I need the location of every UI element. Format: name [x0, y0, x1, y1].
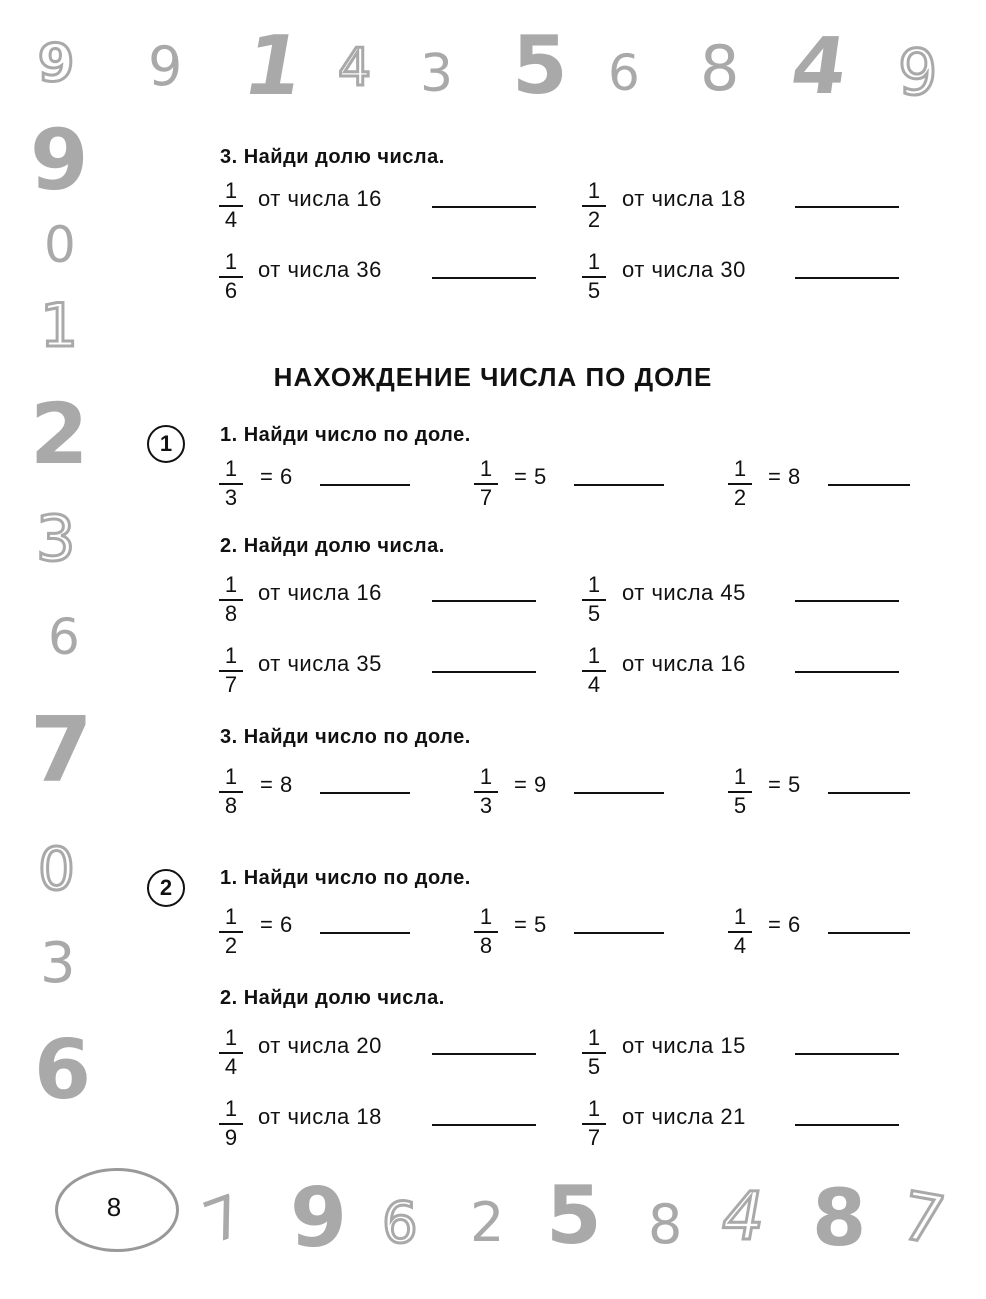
decor-digit: 3 — [40, 931, 76, 996]
decor-digit: 4 — [715, 1178, 771, 1255]
decor-digit: 9 — [898, 36, 938, 109]
decor-digit: 8 — [648, 1193, 683, 1256]
decor-digit: 6 — [48, 608, 80, 666]
numerator: 1 — [587, 643, 601, 668]
answer-line[interactable] — [320, 484, 410, 486]
decor-digit: 4 — [338, 38, 372, 98]
denominator: 2 — [587, 207, 601, 232]
exercise-text: от числа 15 — [622, 1033, 746, 1058]
answer-line[interactable] — [795, 206, 899, 208]
answer-line[interactable] — [320, 932, 410, 934]
fraction — [728, 458, 752, 509]
answer-line[interactable] — [795, 277, 899, 279]
exercise-text: = 5 — [514, 912, 547, 937]
exercise-text: = 6 — [260, 464, 293, 489]
exercise-text: = 9 — [514, 772, 547, 797]
denominator: 4 — [224, 207, 238, 232]
numerator: 1 — [587, 1025, 601, 1050]
numerator: 1 — [224, 1025, 238, 1050]
answer-line[interactable] — [432, 600, 536, 602]
fraction — [219, 251, 243, 302]
task-title: 1. Найди число по доле. — [220, 867, 471, 889]
answer-line[interactable] — [828, 484, 910, 486]
denominator: 2 — [733, 485, 747, 510]
task-title: 2. Найди долю числа. — [220, 535, 445, 557]
numerator: 1 — [479, 456, 493, 481]
decor-digit: 6 — [608, 44, 640, 102]
exercise-text: = 8 — [260, 772, 293, 797]
numerator: 1 — [224, 572, 238, 597]
decor-digit: 1 — [236, 19, 311, 114]
numerator: 1 — [479, 904, 493, 929]
exercise-text: = 5 — [768, 772, 801, 797]
answer-line[interactable] — [574, 932, 664, 934]
fraction — [219, 766, 243, 817]
denominator: 3 — [479, 793, 493, 818]
fraction — [219, 458, 243, 509]
page-number: 8 — [106, 1192, 122, 1222]
exercise-text: от числа 36 — [258, 257, 382, 282]
exercise-text: от числа 16 — [622, 651, 746, 676]
numerator: 1 — [587, 178, 601, 203]
fraction — [582, 1027, 606, 1078]
exercise-text: = 6 — [768, 912, 801, 937]
exercise-text: от числа 35 — [258, 651, 382, 676]
fraction — [474, 906, 498, 957]
fraction — [582, 251, 606, 302]
decor-digit: 0 — [38, 835, 75, 903]
decor-digit: 1 — [40, 291, 79, 361]
decor-digit: 5 — [546, 1169, 602, 1262]
decor-digit: 3 — [36, 502, 76, 575]
denominator: 5 — [587, 1054, 601, 1079]
denominator: 8 — [224, 793, 238, 818]
decor-digit: 7 — [895, 1176, 951, 1261]
fraction — [219, 645, 243, 696]
fraction — [219, 574, 243, 625]
variant-marker: 2 — [147, 869, 185, 907]
denominator: 8 — [479, 933, 493, 958]
fraction — [219, 180, 243, 231]
fraction — [474, 766, 498, 817]
task-title: 3. Найди долю числа. — [220, 146, 445, 168]
decor-digit: 4 — [785, 22, 853, 112]
decor-digit: 9 — [30, 111, 89, 209]
answer-line[interactable] — [795, 1053, 899, 1055]
decor-digit: 0 — [44, 216, 76, 274]
variant-marker: 1 — [147, 425, 185, 463]
fraction — [728, 766, 752, 817]
denominator: 3 — [224, 485, 238, 510]
numerator: 1 — [587, 572, 601, 597]
denominator: 4 — [587, 672, 601, 697]
decor-digit: 7 — [194, 1180, 253, 1258]
decor-digit: 6 — [382, 1191, 418, 1256]
denominator: 6 — [224, 278, 238, 303]
answer-line[interactable] — [828, 932, 910, 934]
exercise-text: = 8 — [768, 464, 801, 489]
denominator: 2 — [224, 933, 238, 958]
denominator: 9 — [224, 1125, 238, 1150]
denominator: 5 — [587, 278, 601, 303]
decor-digit: 9 — [38, 34, 75, 94]
numerator: 1 — [224, 456, 238, 481]
exercise-text: от числа 45 — [622, 580, 746, 605]
decor-digit: 8 — [700, 32, 740, 105]
exercise-text: = 6 — [260, 912, 293, 937]
answer-line[interactable] — [574, 792, 664, 794]
fraction — [474, 458, 498, 509]
answer-line[interactable] — [795, 600, 899, 602]
fraction — [582, 1098, 606, 1149]
section-title: НАХОЖДЕНИЕ ЧИСЛА ПО ДОЛЕ — [273, 362, 713, 392]
numerator: 1 — [224, 249, 238, 274]
denominator: 7 — [224, 672, 238, 697]
decor-digit: 8 — [812, 1174, 867, 1264]
decor-digit: 5 — [512, 19, 568, 112]
answer-line[interactable] — [828, 792, 910, 794]
task-title: 2. Найди долю числа. — [220, 987, 445, 1009]
exercise-text: от числа 16 — [258, 580, 382, 605]
answer-line[interactable] — [795, 1124, 899, 1126]
denominator: 5 — [587, 601, 601, 626]
answer-line[interactable] — [795, 671, 899, 673]
numerator: 1 — [733, 456, 747, 481]
answer-line[interactable] — [574, 484, 664, 486]
denominator: 8 — [224, 601, 238, 626]
numerator: 1 — [224, 643, 238, 668]
numerator: 1 — [224, 1096, 238, 1121]
answer-line[interactable] — [432, 206, 536, 208]
decor-digit: 6 — [34, 1023, 92, 1118]
decor-digit: 2 — [470, 1191, 505, 1254]
exercise-text: от числа 21 — [622, 1104, 746, 1129]
numerator: 1 — [224, 904, 238, 929]
decor-digit: 3 — [420, 44, 454, 104]
task-title: 3. Найди число по доле. — [220, 726, 471, 748]
exercise-text: от числа 30 — [622, 257, 746, 282]
answer-line[interactable] — [432, 1053, 536, 1055]
denominator: 5 — [733, 793, 747, 818]
answer-line[interactable] — [432, 671, 536, 673]
exercise-text: от числа 18 — [258, 1104, 382, 1129]
numerator: 1 — [733, 764, 747, 789]
answer-line[interactable] — [320, 792, 410, 794]
numerator: 1 — [224, 178, 238, 203]
decor-digit: 7 — [30, 698, 93, 803]
numerator: 1 — [224, 764, 238, 789]
denominator: 4 — [733, 933, 747, 958]
exercise-text: от числа 16 — [258, 186, 382, 211]
fraction — [219, 1027, 243, 1078]
fraction — [582, 574, 606, 625]
denominator: 7 — [587, 1125, 601, 1150]
exercise-text: от числа 20 — [258, 1033, 382, 1058]
answer-line[interactable] — [432, 277, 536, 279]
fraction — [219, 906, 243, 957]
fraction — [728, 906, 752, 957]
decor-digit: 9 — [148, 35, 183, 98]
numerator: 1 — [587, 249, 601, 274]
fraction — [582, 645, 606, 696]
decor-digit: 2 — [30, 385, 89, 483]
numerator: 1 — [587, 1096, 601, 1121]
numerator: 1 — [733, 904, 747, 929]
exercise-text: от числа 18 — [622, 186, 746, 211]
fraction — [219, 1098, 243, 1149]
decor-digit: 9 — [290, 1171, 348, 1266]
fraction — [582, 180, 606, 231]
answer-line[interactable] — [432, 1124, 536, 1126]
denominator: 7 — [479, 485, 493, 510]
denominator: 4 — [224, 1054, 238, 1079]
exercise-text: = 5 — [514, 464, 547, 489]
task-title: 1. Найди число по доле. — [220, 424, 471, 446]
numerator: 1 — [479, 764, 493, 789]
